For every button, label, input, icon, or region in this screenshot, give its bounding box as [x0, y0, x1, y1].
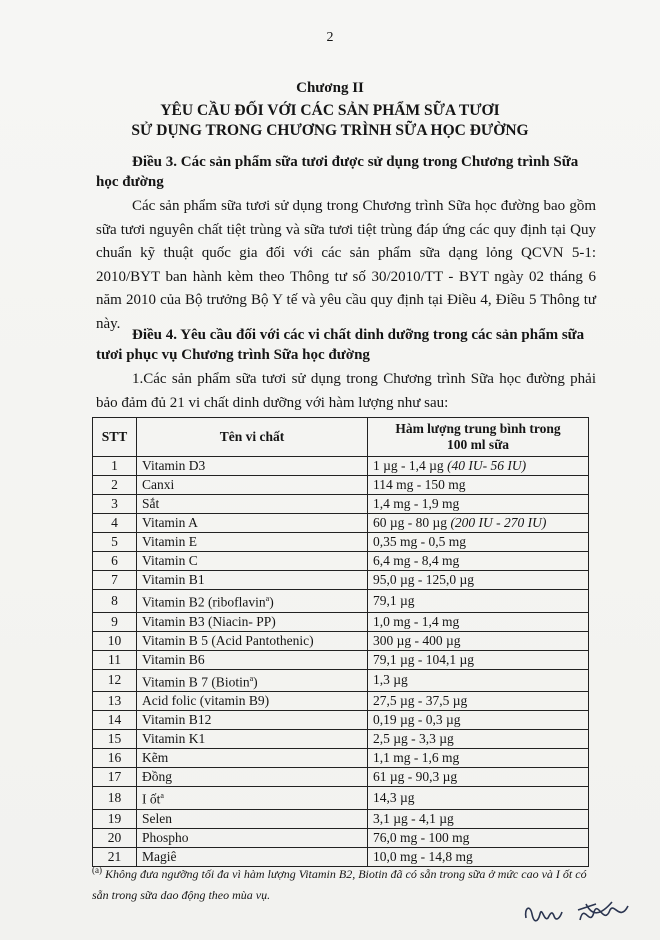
content-value: 1,4 mg - 1,9 mg	[373, 496, 460, 511]
footnote-text: Không đưa ngưỡng tối đa vì hàm lượng Vitamin B2, Biotin đã có sẵn trong sữa ở mức cao và I ốt có sẵn trong sữa dao động theo mùa vụ.	[92, 867, 587, 902]
row-average-content	[368, 669, 589, 692]
nutrient-name-text: Vitamin K1	[142, 731, 206, 746]
nutrient-name-text: Đồng	[142, 769, 172, 784]
table-row	[93, 669, 589, 692]
row-stt: 9	[93, 612, 137, 631]
content-value: 300 µg - 400 µg	[373, 632, 461, 648]
iu-equivalent: (200 IU - 270 IU)	[447, 515, 547, 530]
chapter-title-line-2: SỬ DỤNG TRONG CHƯƠNG TRÌNH SỮA HỌC ĐƯỜNG	[131, 122, 529, 139]
row-average-content	[368, 768, 589, 787]
nutrient-name-text: Vitamin B 5 (Acid Pantothenic)	[142, 632, 314, 648]
row-nutrient-name	[137, 650, 368, 669]
row-stt: 1	[93, 457, 137, 476]
content-value: 2,5 µg - 3,3 µg	[373, 731, 454, 746]
row-stt: 17	[93, 768, 137, 787]
nutrient-name-text: Magiê	[142, 848, 177, 864]
row-stt: 6	[93, 552, 137, 571]
content-value: 79,1 µg - 104,1 µg	[373, 651, 475, 667]
row-nutrient-name	[137, 749, 368, 768]
content-value: 79,1 µg	[373, 592, 415, 608]
chapter-title	[0, 101, 660, 141]
row-stt: 3	[93, 495, 137, 514]
table-row	[93, 711, 589, 730]
nutrient-name-end: )	[253, 674, 258, 689]
header-average-content-text: Hàm lượng trung bình trong 100 ml sữa	[395, 421, 561, 452]
row-average-content	[368, 631, 589, 650]
table-row	[93, 571, 589, 590]
content-value: 6,4 mg - 8,4 mg	[373, 553, 460, 568]
table-row	[93, 552, 589, 571]
row-average-content	[368, 495, 589, 514]
row-stt: 18	[93, 787, 137, 810]
row-nutrient-name	[137, 768, 368, 787]
footnote-ref: a	[249, 673, 254, 683]
content-value: 0,35 mg - 0,5 mg	[373, 534, 466, 549]
row-nutrient-name	[137, 612, 368, 631]
row-stt: 15	[93, 730, 137, 749]
row-nutrient-name	[137, 631, 368, 650]
row-average-content	[368, 749, 589, 768]
row-nutrient-name	[137, 533, 368, 552]
row-nutrient-name	[137, 552, 368, 571]
row-average-content	[368, 692, 589, 711]
row-nutrient-name	[137, 787, 368, 810]
row-nutrient-name	[137, 711, 368, 730]
content-value: 114 mg - 150 mg	[373, 477, 466, 492]
nutrient-name-text: Vitamin B6	[142, 651, 205, 667]
nutrient-name-text: Vitamin A	[142, 515, 198, 530]
nutrient-name-text: Vitamin B 7 (Biotin	[142, 674, 250, 689]
row-average-content	[368, 650, 589, 669]
content-value: 0,19 µg - 0,3 µg	[373, 712, 461, 727]
row-average-content	[368, 571, 589, 590]
article-3-heading: Điều 3. Các sản phẩm sữa tươi được sử dụng trong Chương trình Sữa học đường	[96, 154, 579, 190]
row-average-content	[368, 514, 589, 533]
row-nutrient-name	[137, 457, 368, 476]
iu-equivalent: (40 IU- 56 IU)	[443, 458, 527, 473]
row-stt: 14	[93, 711, 137, 730]
content-value: 95,0 µg - 125,0 µg	[373, 572, 475, 587]
table-row	[93, 692, 589, 711]
nutrient-name-text: Vitamin B3 (Niacin- PP)	[142, 613, 276, 629]
table-row	[93, 828, 589, 847]
row-nutrient-name	[137, 571, 368, 590]
footnote-marker: (a)	[92, 865, 102, 875]
handwritten-initials	[520, 892, 640, 932]
nutrient-name-text: Acid folic (vitamin B9)	[142, 693, 270, 708]
nutrient-name-text: Selen	[142, 810, 172, 826]
nutrient-name-text: Vitamin E	[142, 534, 198, 549]
header-average-content	[368, 418, 589, 457]
nutrient-name-text: Sắt	[142, 496, 160, 511]
row-stt: 5	[93, 533, 137, 552]
content-value: 3,1 µg - 4,1 µg	[373, 810, 454, 826]
row-nutrient-name	[137, 692, 368, 711]
row-stt: 8	[93, 590, 137, 613]
table-row	[93, 590, 589, 613]
footnote-ref: a	[160, 791, 164, 800]
row-nutrient-name	[137, 590, 368, 613]
row-stt: 11	[93, 650, 137, 669]
row-average-content	[368, 612, 589, 631]
nutrient-name-text: I ốt	[142, 791, 161, 807]
row-stt: 16	[93, 749, 137, 768]
article-3-body: Các sản phẩm sữa tươi sử dụng trong Chương trình Sữa học đường bao gồm sữa tươi nguyên chất tiệt trùng và sữa tươi tiệt trùng đáp ứng các quy định tại Quy chuẩn kỹ thuật quốc gia đối với các sản phẩm sữa dạng lỏng QCVN 5-1: 2010/BYT ban hành kèm theo Thông tư số 30/2010/TT - BYT ngày 02 tháng 6 năm 2010 của Bộ trưởng Bộ Y tế và yêu cầu quy định tại Điều 4, Điều 5 Thông tư này.	[96, 198, 596, 332]
table-row	[93, 631, 589, 650]
row-stt: 4	[93, 514, 137, 533]
row-nutrient-name	[137, 669, 368, 692]
row-stt: 12	[93, 669, 137, 692]
row-average-content	[368, 787, 589, 810]
content-value: 27,5 µg - 37,5 µg	[373, 693, 468, 708]
row-stt: 20	[93, 828, 137, 847]
chapter-heading: Chương II	[296, 80, 364, 96]
row-stt: 2	[93, 476, 137, 495]
table-row	[93, 514, 589, 533]
table-row	[93, 476, 589, 495]
row-nutrient-name	[137, 730, 368, 749]
table-row	[93, 787, 589, 810]
row-average-content	[368, 533, 589, 552]
row-stt: 19	[93, 809, 137, 828]
content-value: 61 µg - 90,3 µg	[373, 769, 458, 784]
content-value: 1 µg - 1,4 µg	[373, 458, 444, 473]
content-value: 1,3 µg	[373, 672, 408, 688]
content-value: 1,0 mg - 1,4 mg	[373, 613, 460, 629]
nutrient-name-end: )	[269, 594, 274, 610]
row-stt: 13	[93, 692, 137, 711]
header-nutrient-name: Tên vi chất	[137, 418, 368, 457]
header-stt: STT	[93, 418, 137, 457]
row-average-content	[368, 590, 589, 613]
row-nutrient-name	[137, 495, 368, 514]
table-row	[93, 749, 589, 768]
content-value: 14,3 µg	[373, 789, 415, 805]
table-row	[93, 809, 589, 828]
article-4-body: 1.Các sản phẩm sữa tươi sử dụng trong Chương trình Sữa học đường phải bảo đảm đủ 21 vi chất dinh dưỡng với hàm lượng như sau:	[96, 371, 596, 411]
row-average-content	[368, 828, 589, 847]
content-value: 1,1 mg - 1,6 mg	[373, 750, 460, 765]
nutrient-name-text: Vitamin B12	[142, 712, 212, 727]
table-row	[93, 495, 589, 514]
content-value: 60 µg - 80 µg	[373, 515, 448, 530]
table-row	[93, 533, 589, 552]
table-row	[93, 768, 589, 787]
table-row	[93, 457, 589, 476]
chapter-title-line-1: YÊU CẦU ĐỐI VỚI CÁC SẢN PHẨM SỮA TƯƠI	[160, 102, 500, 119]
nutrient-name-text: Vitamin C	[142, 553, 198, 568]
nutrient-name-text: Vitamin D3	[142, 458, 206, 473]
row-stt: 7	[93, 571, 137, 590]
nutrient-name-text: Vitamin B2 (riboflavin	[142, 594, 266, 610]
nutrient-name-text: Kẽm	[142, 750, 169, 765]
footnote-ref: a	[265, 594, 270, 603]
row-average-content	[368, 552, 589, 571]
page-number: 2	[326, 30, 334, 45]
row-average-content	[368, 730, 589, 749]
table-row	[93, 612, 589, 631]
table-row	[93, 650, 589, 669]
row-stt: 10	[93, 631, 137, 650]
row-nutrient-name	[137, 514, 368, 533]
nutrient-name-text: Phospho	[142, 829, 189, 845]
content-value: 10,0 mg - 14,8 mg	[373, 848, 473, 864]
article-4-heading: Điều 4. Yêu cầu đối với các vi chất dinh dưỡng trong các sản phẩm sữa tươi phục vụ Chương trình Sữa học đường	[96, 327, 585, 363]
row-average-content	[368, 476, 589, 495]
nutrient-name-text: Canxi	[142, 477, 175, 492]
nutrient-name-text: Vitamin B1	[142, 572, 205, 587]
row-average-content	[368, 711, 589, 730]
table-header-row	[93, 418, 589, 457]
table-row	[93, 730, 589, 749]
row-stt: 21	[93, 847, 137, 866]
row-nutrient-name	[137, 476, 368, 495]
micronutrient-table	[92, 417, 589, 867]
row-average-content	[368, 457, 589, 476]
content-value: 76,0 mg - 100 mg	[373, 829, 470, 845]
row-nutrient-name	[137, 828, 368, 847]
row-average-content	[368, 809, 589, 828]
row-nutrient-name	[137, 809, 368, 828]
